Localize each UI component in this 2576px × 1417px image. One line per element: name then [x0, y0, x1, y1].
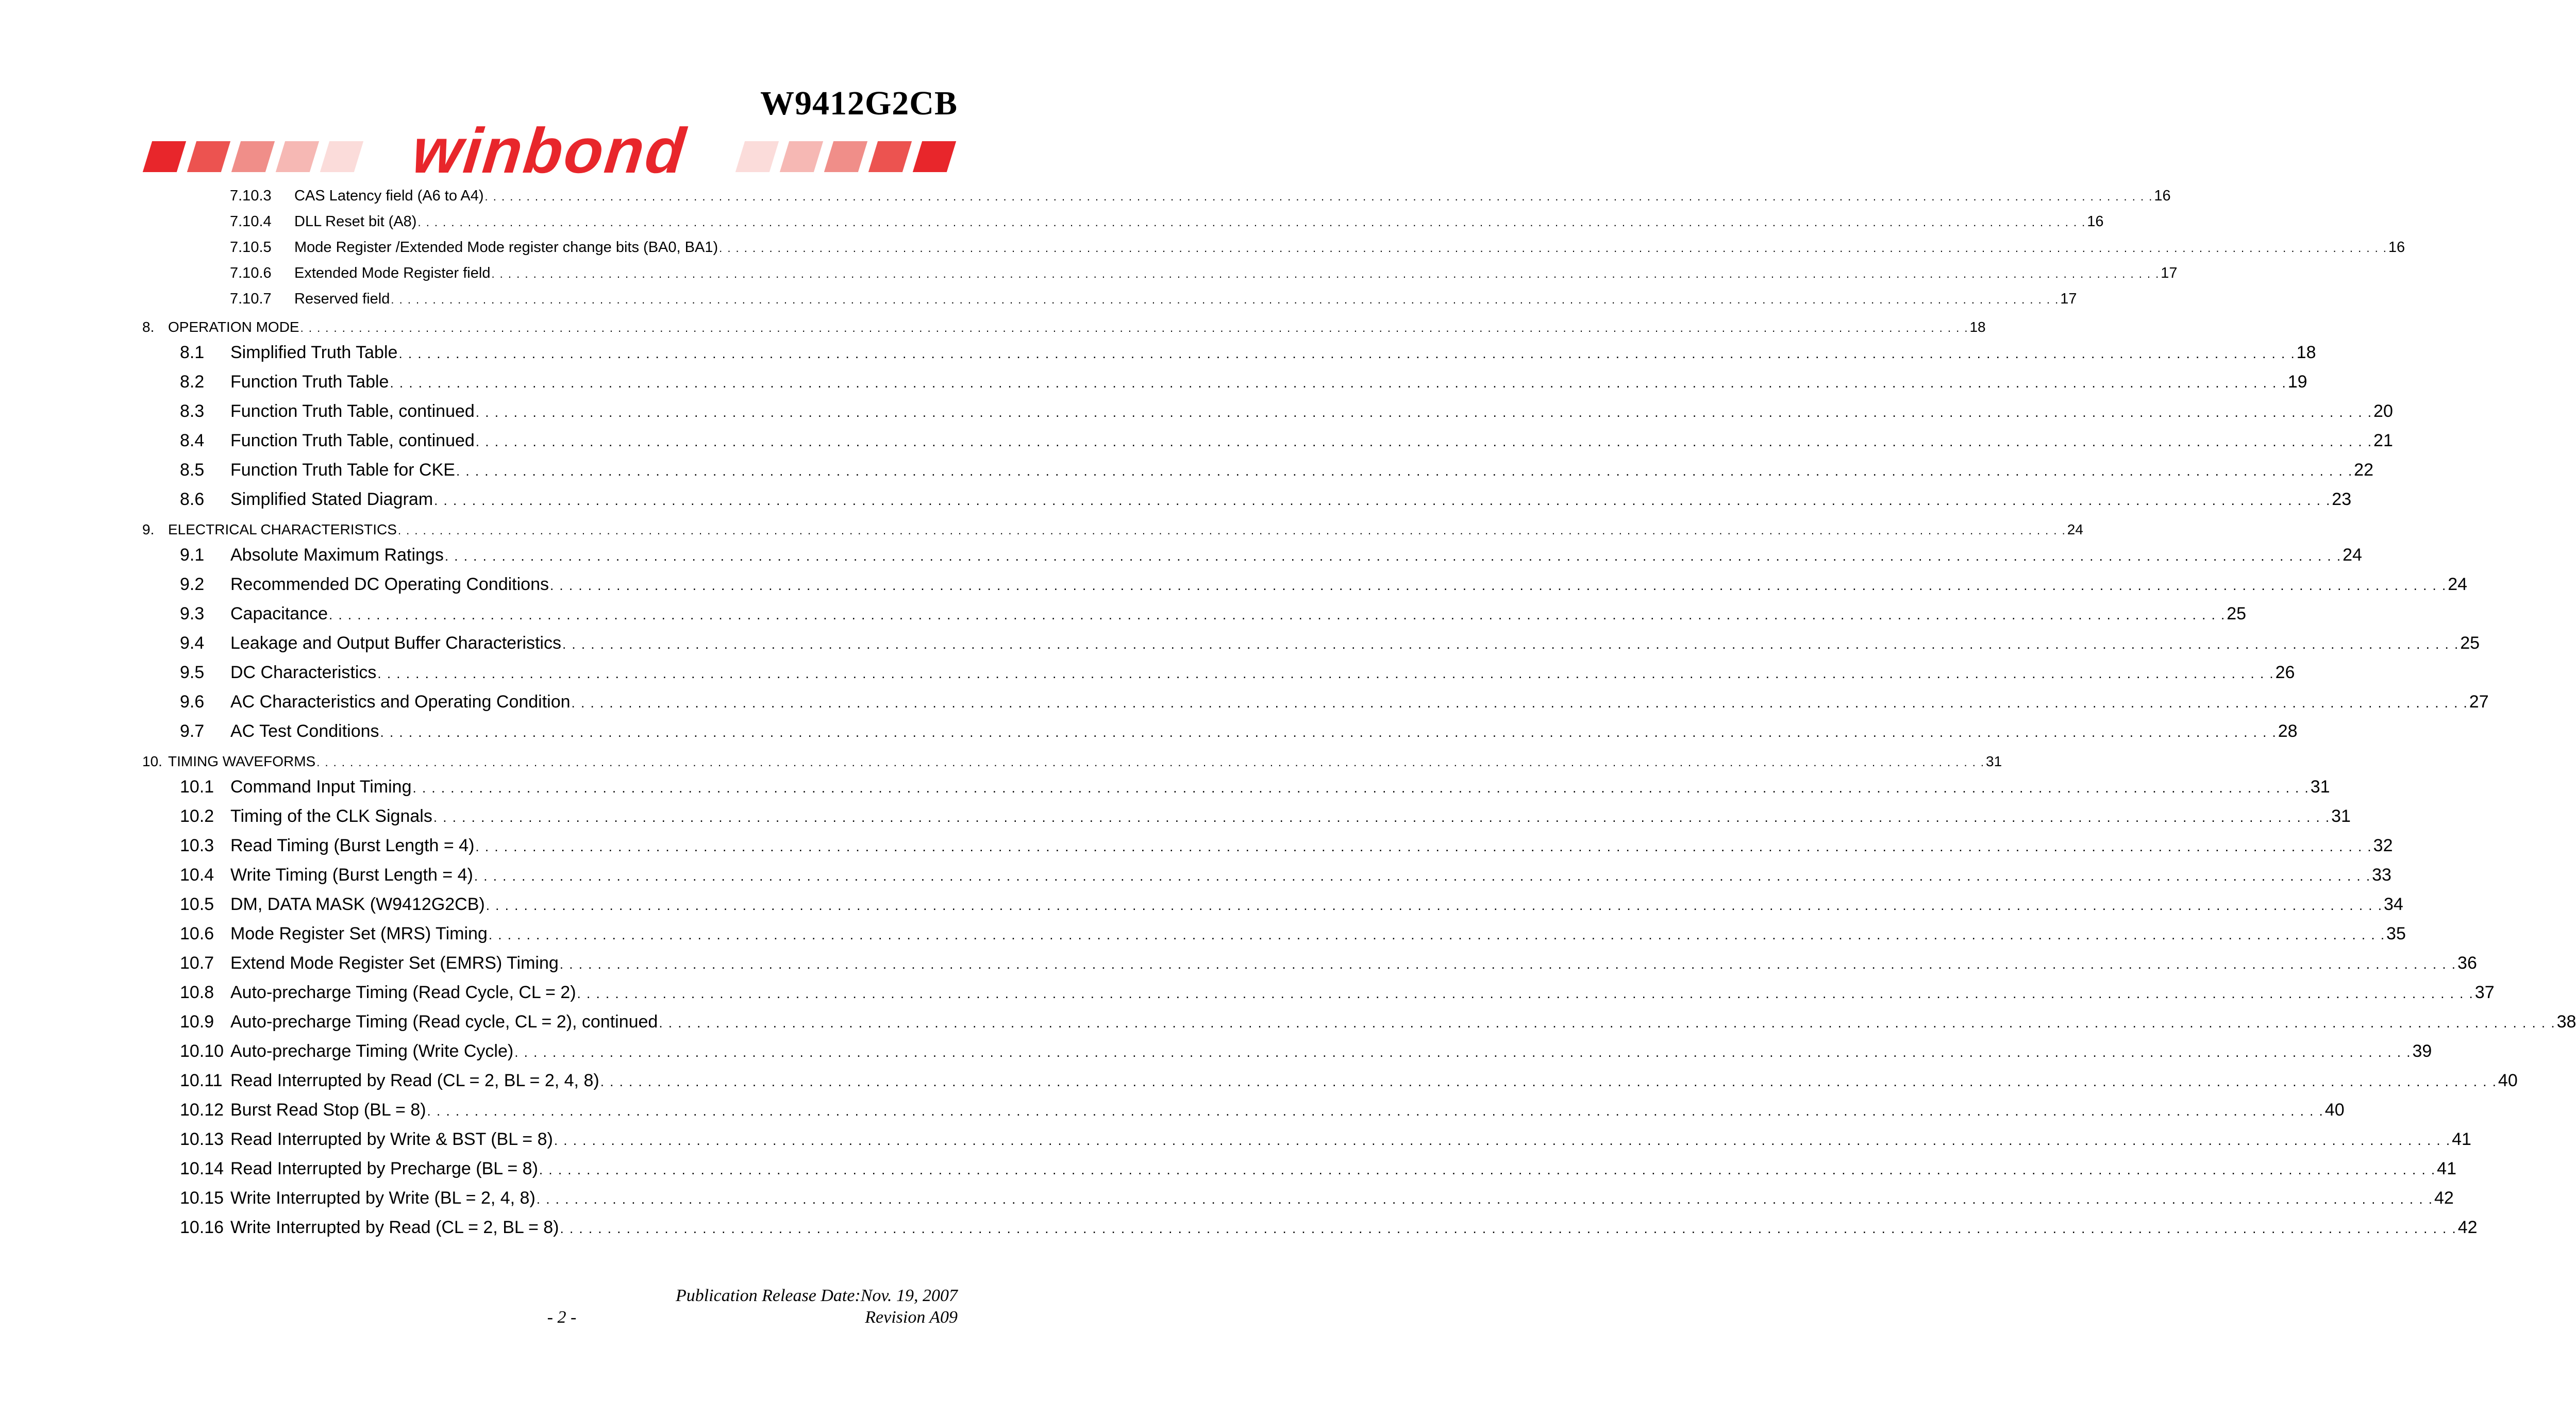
winbond-banner	[142, 115, 957, 187]
toc-entry-title: Auto-precharge Timing (Read Cycle, CL = 2)	[230, 983, 576, 1002]
toc-entry-title: Simplified Truth Table	[230, 343, 398, 362]
toc-entry-title: Extended Mode Register field	[294, 265, 491, 281]
toc-entry[interactable]	[142, 1071, 2518, 1100]
banner-stripe-right-2	[780, 141, 823, 172]
toc-entry[interactable]	[142, 806, 2351, 836]
toc-entry-page: 25	[2460, 633, 2480, 653]
toc-entry-number: 8.6	[180, 490, 205, 509]
toc-leader-dots: . . . . . . . . . . . . . . . . . . . . . . . . . . . . . . . . . . . . . . . . . . . . . . . . . . . . . . . . . . . . . . . . . . . . . . . . . . . . . . . . . . . . . . . . . . . . . . . . . . . . . . . . . . . . . . . . . . . . . . . . . . . . . . . . . . . . . . . . . . . . . . . . . . . . . . . . . . . . . . . . . . . . . . . . . . . . . . . . . . . . . . . . . . . . . . . . . . . . . . . .	[539, 1162, 2436, 1177]
toc-entry[interactable]	[142, 1218, 2478, 1247]
table-of-contents	[142, 188, 2576, 1247]
toc-entry-title: Absolute Maximum Ratings	[230, 545, 444, 565]
toc-entry-page: 42	[2457, 1218, 2478, 1237]
toc-entry-title: Burst Read Stop (BL = 8)	[230, 1100, 426, 1120]
toc-entry-title: Leakage and Output Buffer Characteristics	[230, 633, 561, 653]
winbond-logo: winbond	[409, 115, 690, 187]
toc-entry-number: 10.2	[180, 806, 214, 826]
toc-entry-number: 8.4	[180, 431, 205, 450]
toc-entry-page: 21	[2373, 431, 2393, 450]
toc-entry-page: 31	[2310, 777, 2330, 797]
toc-entry[interactable]	[142, 239, 2405, 265]
toc-entry-title: Reserved field	[294, 291, 390, 307]
toc-entry-page: 18	[1969, 319, 1986, 335]
toc-entry-page: 31	[2331, 806, 2351, 826]
toc-leader-dots: . . . . . . . . . . . . . . . . . . . . . . . . . . . . . . . . . . . . . . . . . . . . . . . . . . . . . . . . . . . . . . . . . . . . . . . . . . . . . . . . . . . . . . . . . . . . . . . . . . . . . . . . . . . . . . . . . . . . . . . . . . . . . . . . . . . . . . . . . . . . . . . . . . . . . . . . . . . . . . . . . . . . . . . . . . . . . . . . . . . . . . . . . . . . . . . . . . . . . . . .	[549, 578, 2447, 593]
toc-entry-number: 7.10.4	[230, 213, 272, 230]
toc-entry-number: 9.4	[180, 633, 205, 653]
banner-stripe-left-3	[231, 141, 275, 172]
toc-entry-number: 10.3	[180, 836, 214, 855]
toc-entry-page: 32	[2373, 836, 2393, 855]
toc-entry-number: 10.4	[180, 865, 214, 885]
toc-entry[interactable]	[142, 431, 2393, 460]
toc-entry[interactable]	[142, 1129, 2471, 1159]
toc-leader-dots: . . . . . . . . . . . . . . . . . . . . . . . . . . . . . . . . . . . . . . . . . . . . . . . . . . . . . . . . . . . . . . . . . . . . . . . . . . . . . . . . . . . . . . . . . . . . . . . . . . . . . . . . . . . . . . . . . . . . . . . . . . . . . . . . . . . . . . . . . . . . . . . . . . . . . . . . . . . . . . . . . . . . . . . . . . . . . . . . . . . . . . . . . . . . . . . . . . . . . . . .	[434, 493, 2331, 508]
toc-entry-title: Function Truth Table, continued	[230, 431, 475, 450]
toc-entry-page: 24	[2343, 545, 2362, 565]
toc-entry-title: Timing of the CLK Signals	[230, 806, 432, 826]
toc-leader-dots: . . . . . . . . . . . . . . . . . . . . . . . . . . . . . . . . . . . . . . . . . . . . . . . . . . . . . . . . . . . . . . . . . . . . . . . . . . . . . . . . . . . . . . . . . . . . . . . . . . . . . . . . . . . . . . . . . . . . . . . . . . . . . . . . . . . . . . . . . . . . . . . . . . . . . . . . . . . . . . . . . . . . . . . . . . . . . . . . . . . . . . . . . . . . . . . . . . . . . . . .	[300, 322, 1969, 334]
toc-entry-title: CAS Latency field (A6 to A4)	[294, 188, 484, 204]
toc-entry-page: 24	[2448, 575, 2468, 594]
toc-leader-dots: . . . . . . . . . . . . . . . . . . . . . . . . . . . . . . . . . . . . . . . . . . . . . . . . . . . . . . . . . . . . . . . . . . . . . . . . . . . . . . . . . . . . . . . . . . . . . . . . . . . . . . . . . . . . . . . . . . . . . . . . . . . . . . . . . . . . . . . . . . . . . . . . . . . . . . . . . . . . . . . . . . . . . . . . . . . . . . . . . . . . . . . . . . . . . . . . . . . . . . . .	[427, 1103, 2324, 1119]
toc-entry-number: 8.	[142, 319, 155, 335]
toc-entry-page: 20	[2373, 401, 2393, 421]
banner-stripe-left-5	[320, 141, 363, 172]
banner-stripe-right-4	[868, 141, 912, 172]
toc-leader-dots: . . . . . . . . . . . . . . . . . . . . . . . . . . . . . . . . . . . . . . . . . . . . . . . . . . . . . . . . . . . . . . . . . . . . . . . . . . . . . . . . . . . . . . . . . . . . . . . . . . . . . . . . . . . . . . . . . . . . . . . . . . . . . . . . . . . . . . . . . . . . . . . . . . . . . . . . . . . . . . . . . . . . . . . . . . . . . . . . . . . . . . . . . . . . . . . . . . . . . . . .	[577, 986, 2474, 1001]
toc-entry-page: 27	[2469, 692, 2489, 712]
toc-entry-page: 23	[2332, 490, 2352, 509]
toc-entry-number: 7.10.3	[230, 188, 272, 204]
toc-entry-number: 7.10.6	[230, 265, 272, 281]
toc-entry-title: Simplified Stated Diagram	[230, 490, 433, 509]
toc-entry-page: 40	[2324, 1100, 2345, 1120]
toc-entry-title: Function Truth Table, continued	[230, 401, 475, 421]
toc-entry[interactable]	[142, 1100, 2345, 1129]
toc-entry-page: 35	[2386, 924, 2406, 943]
toc-entry-page: 17	[2161, 265, 2178, 281]
toc-entry[interactable]	[142, 1188, 2454, 1218]
toc-entry-page: 16	[2154, 188, 2171, 204]
toc-entry-title: Recommended DC Operating Conditions	[230, 575, 549, 594]
toc-entry-page: 16	[2388, 239, 2405, 256]
toc-entry-number: 9.6	[180, 692, 205, 712]
toc-entry-page: 42	[2434, 1188, 2454, 1208]
toc-entry-page: 41	[2452, 1129, 2471, 1149]
toc-entry-number: 10.8	[180, 983, 214, 1002]
toc-entry-title: ELECTRICAL CHARACTERISTICS	[168, 521, 397, 537]
toc-entry-number: 8.5	[180, 460, 205, 480]
toc-entry[interactable]	[142, 721, 2298, 751]
toc-leader-dots: . . . . . . . . . . . . . . . . . . . . . . . . . . . . . . . . . . . . . . . . . . . . . . . . . . . . . . . . . . . . . . . . . . . . . . . . . . . . . . . . . . . . . . . . . . . . . . . . . . . . . . . . . . . . . . . . . . . . . . . . . . . . . . . . . . . . . . . . . . . . . . . . . . . . . . . . . . . . . . . . . . . . . . . . . . . . . . . . . . . . . . . . . . . . . . . . . . . . . . . .	[329, 607, 2226, 622]
toc-entry-number: 10.15	[180, 1188, 224, 1208]
toc-entry-number: 10.16	[180, 1218, 224, 1237]
banner-stripe-left-2	[187, 141, 230, 172]
toc-entry-page: 31	[1986, 753, 2002, 769]
toc-entry[interactable]	[142, 1041, 2432, 1071]
toc-entry[interactable]	[142, 490, 2352, 519]
toc-entry[interactable]	[142, 836, 2393, 865]
toc-entry-number: 9.1	[180, 545, 205, 565]
toc-entry-number: 7.10.7	[230, 291, 272, 307]
toc-entry-title: Capacitance	[230, 604, 328, 623]
toc-entry-page: 24	[2067, 521, 2083, 537]
banner-stripe-right-3	[824, 141, 867, 172]
toc-leader-dots: . . . . . . . . . . . . . . . . . . . . . . . . . . . . . . . . . . . . . . . . . . . . . . . . . . . . . . . . . . . . . . . . . . . . . . . . . . . . . . . . . . . . . . . . . . . . . . . . . . . . . . . . . . . . . . . . . . . . . . . . . . . . . . . . . . . . . . . . . . . . . . . . . . . . . . . . . . . . . . . . . . . . . . . . . . . . . . . . . . . . . . . . . . . . . . . . . . . . . . . .	[559, 956, 2457, 972]
toc-entry-title: Write Timing (Burst Length = 4)	[230, 865, 473, 885]
toc-entry[interactable]	[142, 692, 2489, 721]
toc-entry-number: 8.2	[180, 372, 205, 392]
toc-entry-number: 8.3	[180, 401, 205, 421]
toc-entry-number: 9.5	[180, 663, 205, 682]
toc-leader-dots: . . . . . . . . . . . . . . . . . . . . . . . . . . . . . . . . . . . . . . . . . . . . . . . . . . . . . . . . . . . . . . . . . . . . . . . . . . . . . . . . . . . . . . . . . . . . . . . . . . . . . . . . . . . . . . . . . . . . . . . . . . . . . . . . . . . . . . . . . . . . . . . . . . . . . . . . . . . . . . . . . . . . . . . . . . . . . . . . . . . . . . . . . . . . . . . . . . . . . . . .	[398, 346, 2296, 361]
toc-leader-dots: . . . . . . . . . . . . . . . . . . . . . . . . . . . . . . . . . . . . . . . . . . . . . . . . . . . . . . . . . . . . . . . . . . . . . . . . . . . . . . . . . . . . . . . . . . . . . . . . . . . . . . . . . . . . . . . . . . . . . . . . . . . . . . . . . . . . . . . . . . . . . . . . . . . . . . . . . . . . . . . . . . . . . . . . . . . . . . . . . . . . . . . . . . . . . . . . . . . . . . . .	[397, 524, 2066, 537]
toc-entry-title: Read Interrupted by Precharge (BL = 8)	[230, 1159, 538, 1178]
toc-entry[interactable]	[142, 372, 2307, 401]
toc-entry[interactable]	[142, 865, 2391, 895]
toc-entry[interactable]	[142, 753, 2002, 777]
toc-entry-page: 33	[2372, 865, 2391, 885]
toc-leader-dots: . . . . . . . . . . . . . . . . . . . . . . . . . . . . . . . . . . . . . . . . . . . . . . . . . . . . . . . . . . . . . . . . . . . . . . . . . . . . . . . . . . . . . . . . . . . . . . . . . . . . . . . . . . . . . . . . . . . . . . . . . . . . . . . . . . . . . . . . . . . . . . . . . . . . . . . . . . . . . . . . . . . . . . . . . . . . . . . . . . . . . . . . . . . . . . . . . . . . . . . .	[475, 434, 2373, 449]
toc-entry-title: Mode Register /Extended Mode register change bits (BA0, BA1)	[294, 239, 718, 256]
toc-entry-title: DLL Reset bit (A8)	[294, 213, 417, 230]
revision: Revision A09	[865, 1308, 958, 1327]
toc-entry-number: 7.10.5	[230, 239, 272, 256]
toc-entry-number: 10.10	[180, 1041, 224, 1061]
toc-leader-dots: . . . . . . . . . . . . . . . . . . . . . . . . . . . . . . . . . . . . . . . . . . . . . . . . . . . . . . . . . . . . . . . . . . . . . . . . . . . . . . . . . . . . . . . . . . . . . . . . . . . . . . . . . . . . . . . . . . . . . . . . . . . . . . . . . . . . . . . . . . . . . . . . . . . . . . . . . . . . . . . . . . . . . . . . . . . . . . . . . . . . . . . . . . . . . . . . . . . . . . . .	[475, 839, 2372, 854]
toc-entry-number: 10.6	[180, 924, 214, 943]
toc-entry-page: 36	[2457, 953, 2477, 973]
toc-entry-title: Mode Register Set (MRS) Timing	[230, 924, 488, 943]
toc-leader-dots: . . . . . . . . . . . . . . . . . . . . . . . . . . . . . . . . . . . . . . . . . . . . . . . . . . . . . . . . . . . . . . . . . . . . . . . . . . . . . . . . . . . . . . . . . . . . . . . . . . . . . . . . . . . . . . . . . . . . . . . . . . . . . . . . . . . . . . . . . . . . . . . . . . . . . . . . . . . . . . . . . . . . . . . . . . . . . . . . . . . . . . . . . . . . . . . . . . . . . . . .	[491, 267, 2160, 280]
toc-entry-page: 22	[2354, 460, 2373, 480]
toc-entry[interactable]	[142, 460, 2373, 490]
part-number: W9412G2CB	[760, 85, 958, 122]
toc-entry-page: 28	[2278, 721, 2298, 741]
toc-entry[interactable]	[142, 1012, 2576, 1041]
toc-entry[interactable]	[142, 924, 2406, 953]
toc-entry[interactable]	[142, 343, 2316, 372]
toc-entry-number: 9.2	[180, 575, 205, 594]
toc-entry[interactable]	[142, 521, 2083, 545]
toc-entry[interactable]	[142, 213, 2104, 239]
toc-entry[interactable]	[142, 188, 2171, 213]
toc-entry-page: 19	[2287, 372, 2307, 392]
toc-entry-title: Function Truth Table for CKE	[230, 460, 455, 480]
toc-entry[interactable]	[142, 319, 1986, 343]
toc-entry[interactable]	[142, 983, 2495, 1012]
toc-entry-page: 38	[2556, 1012, 2576, 1032]
toc-entry[interactable]	[142, 604, 2247, 633]
toc-leader-dots: . . . . . . . . . . . . . . . . . . . . . . . . . . . . . . . . . . . . . . . . . . . . . . . . . . . . . . . . . . . . . . . . . . . . . . . . . . . . . . . . . . . . . . . . . . . . . . . . . . . . . . . . . . . . . . . . . . . . . . . . . . . . . . . . . . . . . . . . . . . . . . . . . . . . . . . . . . . . . . . . . . . . . . . . . . . . . . . . . . . . . . . . . . . . . . . . . . . . . . . .	[456, 463, 2353, 479]
toc-entry-title: TIMING WAVEFORMS	[168, 753, 316, 769]
banner-stripe-right-1	[735, 141, 779, 172]
toc-leader-dots: . . . . . . . . . . . . . . . . . . . . . . . . . . . . . . . . . . . . . . . . . . . . . . . . . . . . . . . . . . . . . . . . . . . . . . . . . . . . . . . . . . . . . . . . . . . . . . . . . . . . . . . . . . . . . . . . . . . . . . . . . . . . . . . . . . . . . . . . . . . . . . . . . . . . . . . . . . . . . . . . . . . . . . . . . . . . . . . . . . . . . . . . . . . . . . . . . . . . . . . .	[377, 666, 2274, 681]
toc-entry-title: DM, DATA MASK (W9412G2CB)	[230, 895, 485, 914]
toc-leader-dots: . . . . . . . . . . . . . . . . . . . . . . . . . . . . . . . . . . . . . . . . . . . . . . . . . . . . . . . . . . . . . . . . . . . . . . . . . . . . . . . . . . . . . . . . . . . . . . . . . . . . . . . . . . . . . . . . . . . . . . . . . . . . . . . . . . . . . . . . . . . . . . . . . . . . . . . . . . . . . . . . . . . . . . . . . . . . . . . . . . . . . . . . . . . . . . . . . . . . . . . .	[391, 293, 2060, 306]
toc-entry[interactable]	[142, 633, 2480, 663]
toc-entry-title: Read Interrupted by Write & BST (BL = 8)	[230, 1129, 553, 1149]
toc-leader-dots: . . . . . . . . . . . . . . . . . . . . . . . . . . . . . . . . . . . . . . . . . . . . . . . . . . . . . . . . . . . . . . . . . . . . . . . . . . . . . . . . . . . . . . . . . . . . . . . . . . . . . . . . . . . . . . . . . . . . . . . . . . . . . . . . . . . . . . . . . . . . . . . . . . . . . . . . . . . . . . . . . . . . . . . . . . . . . . . . . . . . . . . . . . . . . . . . . . . . . . . .	[486, 898, 2383, 913]
toc-entry-page: 34	[2383, 895, 2403, 914]
toc-entry-title: Extend Mode Register Set (EMRS) Timing	[230, 953, 559, 973]
toc-entry-number: 10.11	[180, 1071, 223, 1090]
toc-entry-number: 10.9	[180, 1012, 214, 1032]
toc-entry-page: 37	[2474, 983, 2495, 1002]
toc-entry-page: 17	[2060, 291, 2077, 307]
toc-leader-dots: . . . . . . . . . . . . . . . . . . . . . . . . . . . . . . . . . . . . . . . . . . . . . . . . . . . . . . . . . . . . . . . . . . . . . . . . . . . . . . . . . . . . . . . . . . . . . . . . . . . . . . . . . . . . . . . . . . . . . . . . . . . . . . . . . . . . . . . . . . . . . . . . . . . . . . . . . . . . . . . . . . . . . . . . . . . . . . . . . . . . . . . . . . . . . . . . . . . . . . . .	[554, 1133, 2451, 1148]
toc-entry-title: Write Interrupted by Write (BL = 2, 4, 8)	[230, 1188, 536, 1208]
toc-entry-page: 16	[2087, 213, 2104, 230]
toc-leader-dots: . . . . . . . . . . . . . . . . . . . . . . . . . . . . . . . . . . . . . . . . . . . . . . . . . . . . . . . . . . . . . . . . . . . . . . . . . . . . . . . . . . . . . . . . . . . . . . . . . . . . . . . . . . . . . . . . . . . . . . . . . . . . . . . . . . . . . . . . . . . . . . . . . . . . . . . . . . . . . . . . . . . . . . . . . . . . . . . . . . . . . . . . . . . . . . . . . . . . . . . .	[433, 809, 2331, 825]
toc-leader-dots: . . . . . . . . . . . . . . . . . . . . . . . . . . . . . . . . . . . . . . . . . . . . . . . . . . . . . . . . . . . . . . . . . . . . . . . . . . . . . . . . . . . . . . . . . . . . . . . . . . . . . . . . . . . . . . . . . . . . . . . . . . . . . . . . . . . . . . . . . . . . . . . . . . . . . . . . . . . . . . . . . . . . . . . . . . . . . . . . . . . . . . . . . . . . . . . . . . . . . . . .	[536, 1191, 2434, 1207]
toc-entry[interactable]	[142, 1159, 2456, 1188]
banner-stripe-left-4	[276, 141, 319, 172]
toc-entry-title: AC Characteristics and Operating Condition	[230, 692, 571, 712]
toc-leader-dots: . . . . . . . . . . . . . . . . . . . . . . . . . . . . . . . . . . . . . . . . . . . . . . . . . . . . . . . . . . . . . . . . . . . . . . . . . . . . . . . . . . . . . . . . . . . . . . . . . . . . . . . . . . . . . . . . . . . . . . . . . . . . . . . . . . . . . . . . . . . . . . . . . . . . . . . . . . . . . . . . . . . . . . . . . . . . . . . . . . . . . . . . . . . . . . . . . . . . . . . .	[380, 724, 2277, 740]
toc-entry-title: OPERATION MODE	[168, 319, 299, 335]
toc-entry[interactable]	[142, 291, 2077, 316]
toc-entry-number: 10.12	[180, 1100, 224, 1120]
toc-entry[interactable]	[142, 953, 2477, 983]
toc-entry-title: AC Test Conditions	[230, 721, 379, 741]
toc-entry-page: 25	[2227, 604, 2247, 623]
toc-entry-number: 9.3	[180, 604, 205, 623]
toc-leader-dots: . . . . . . . . . . . . . . . . . . . . . . . . . . . . . . . . . . . . . . . . . . . . . . . . . . . . . . . . . . . . . . . . . . . . . . . . . . . . . . . . . . . . . . . . . . . . . . . . . . . . . . . . . . . . . . . . . . . . . . . . . . . . . . . . . . . . . . . . . . . . . . . . . . . . . . . . . . . . . . . . . . . . . . . . . . . . . . . . . . . . . . . . . . . . . . . . . . . . . . . .	[390, 375, 2287, 391]
toc-entry[interactable]	[142, 895, 2403, 924]
toc-entry[interactable]	[142, 575, 2468, 604]
toc-entry-number: 10.	[142, 753, 162, 769]
toc-entry-title: Read Timing (Burst Length = 4)	[230, 836, 475, 855]
toc-entry-title: Write Interrupted by Read (CL = 2, BL = 8)	[230, 1218, 559, 1237]
toc-entry-page: 40	[2498, 1071, 2518, 1090]
page-number: - 2 -	[547, 1308, 577, 1327]
toc-entry-number: 10.7	[180, 953, 214, 973]
toc-leader-dots: . . . . . . . . . . . . . . . . . . . . . . . . . . . . . . . . . . . . . . . . . . . . . . . . . . . . . . . . . . . . . . . . . . . . . . . . . . . . . . . . . . . . . . . . . . . . . . . . . . . . . . . . . . . . . . . . . . . . . . . . . . . . . . . . . . . . . . . . . . . . . . . . . . . . . . . . . . . . . . . . . . . . . . . . . . . . . . . . . . . . . . . . . . . . . . . . . . . . . . . .	[316, 756, 1985, 769]
toc-leader-dots: . . . . . . . . . . . . . . . . . . . . . . . . . . . . . . . . . . . . . . . . . . . . . . . . . . . . . . . . . . . . . . . . . . . . . . . . . . . . . . . . . . . . . . . . . . . . . . . . . . . . . . . . . . . . . . . . . . . . . . . . . . . . . . . . . . . . . . . . . . . . . . . . . . . . . . . . . . . . . . . . . . . . . . . . . . . . . . . . . . . . . . . . . . . . . . . . . . . . . . . .	[719, 242, 2387, 255]
toc-entry-number: 9.7	[180, 721, 205, 741]
toc-entry-number: 10.1	[180, 777, 214, 797]
toc-entry[interactable]	[142, 777, 2330, 806]
toc-leader-dots: . . . . . . . . . . . . . . . . . . . . . . . . . . . . . . . . . . . . . . . . . . . . . . . . . . . . . . . . . . . . . . . . . . . . . . . . . . . . . . . . . . . . . . . . . . . . . . . . . . . . . . . . . . . . . . . . . . . . . . . . . . . . . . . . . . . . . . . . . . . . . . . . . . . . . . . . . . . . . . . . . . . . . . . . . . . . . . . . . . . . . . . . . . . . . . . . . . . . . . . .	[659, 1015, 2556, 1031]
toc-entry[interactable]	[142, 545, 2362, 575]
toc-entry-title: Auto-precharge Timing (Read cycle, CL = 2), continued	[230, 1012, 658, 1032]
toc-entry-page: 26	[2275, 663, 2295, 682]
toc-entry-page: 41	[2437, 1159, 2456, 1178]
toc-entry-number: 10.13	[180, 1129, 224, 1149]
toc-leader-dots: . . . . . . . . . . . . . . . . . . . . . . . . . . . . . . . . . . . . . . . . . . . . . . . . . . . . . . . . . . . . . . . . . . . . . . . . . . . . . . . . . . . . . . . . . . . . . . . . . . . . . . . . . . . . . . . . . . . . . . . . . . . . . . . . . . . . . . . . . . . . . . . . . . . . . . . . . . . . . . . . . . . . . . . . . . . . . . . . . . . . . . . . . . . . . . . . . . . . . . . .	[514, 1044, 2412, 1060]
toc-leader-dots: . . . . . . . . . . . . . . . . . . . . . . . . . . . . . . . . . . . . . . . . . . . . . . . . . . . . . . . . . . . . . . . . . . . . . . . . . . . . . . . . . . . . . . . . . . . . . . . . . . . . . . . . . . . . . . . . . . . . . . . . . . . . . . . . . . . . . . . . . . . . . . . . . . . . . . . . . . . . . . . . . . . . . . . . . . . . . . . . . . . . . . . . . . . . . . . . . . . . . . . .	[417, 216, 2086, 229]
toc-entry-number: 10.5	[180, 895, 214, 914]
toc-leader-dots: . . . . . . . . . . . . . . . . . . . . . . . . . . . . . . . . . . . . . . . . . . . . . . . . . . . . . . . . . . . . . . . . . . . . . . . . . . . . . . . . . . . . . . . . . . . . . . . . . . . . . . . . . . . . . . . . . . . . . . . . . . . . . . . . . . . . . . . . . . . . . . . . . . . . . . . . . . . . . . . . . . . . . . . . . . . . . . . . . . . . . . . . . . . . . . . . . . . . . . . .	[444, 548, 2342, 564]
toc-entry-page: 39	[2412, 1041, 2432, 1061]
toc-entry-number: 9.	[142, 521, 155, 537]
toc-leader-dots: . . . . . . . . . . . . . . . . . . . . . . . . . . . . . . . . . . . . . . . . . . . . . . . . . . . . . . . . . . . . . . . . . . . . . . . . . . . . . . . . . . . . . . . . . . . . . . . . . . . . . . . . . . . . . . . . . . . . . . . . . . . . . . . . . . . . . . . . . . . . . . . . . . . . . . . . . . . . . . . . . . . . . . . . . . . . . . . . . . . . . . . . . . . . . . . . . . . . . . . .	[484, 190, 2153, 203]
toc-leader-dots: . . . . . . . . . . . . . . . . . . . . . . . . . . . . . . . . . . . . . . . . . . . . . . . . . . . . . . . . . . . . . . . . . . . . . . . . . . . . . . . . . . . . . . . . . . . . . . . . . . . . . . . . . . . . . . . . . . . . . . . . . . . . . . . . . . . . . . . . . . . . . . . . . . . . . . . . . . . . . . . . . . . . . . . . . . . . . . . . . . . . . . . . . . . . . . . . . . . . . . . .	[560, 1221, 2457, 1236]
toc-leader-dots: . . . . . . . . . . . . . . . . . . . . . . . . . . . . . . . . . . . . . . . . . . . . . . . . . . . . . . . . . . . . . . . . . . . . . . . . . . . . . . . . . . . . . . . . . . . . . . . . . . . . . . . . . . . . . . . . . . . . . . . . . . . . . . . . . . . . . . . . . . . . . . . . . . . . . . . . . . . . . . . . . . . . . . . . . . . . . . . . . . . . . . . . . . . . . . . . . . . . . . . .	[474, 868, 2371, 884]
toc-leader-dots: . . . . . . . . . . . . . . . . . . . . . . . . . . . . . . . . . . . . . . . . . . . . . . . . . . . . . . . . . . . . . . . . . . . . . . . . . . . . . . . . . . . . . . . . . . . . . . . . . . . . . . . . . . . . . . . . . . . . . . . . . . . . . . . . . . . . . . . . . . . . . . . . . . . . . . . . . . . . . . . . . . . . . . . . . . . . . . . . . . . . . . . . . . . . . . . . . . . . . . . .	[600, 1074, 2497, 1089]
toc-entry[interactable]	[142, 401, 2393, 431]
toc-leader-dots: . . . . . . . . . . . . . . . . . . . . . . . . . . . . . . . . . . . . . . . . . . . . . . . . . . . . . . . . . . . . . . . . . . . . . . . . . . . . . . . . . . . . . . . . . . . . . . . . . . . . . . . . . . . . . . . . . . . . . . . . . . . . . . . . . . . . . . . . . . . . . . . . . . . . . . . . . . . . . . . . . . . . . . . . . . . . . . . . . . . . . . . . . . . . . . . . . . . . . . . .	[571, 695, 2468, 711]
publication-release-date: Publication Release Date:Nov. 19, 2007	[675, 1286, 958, 1305]
toc-entry-title: DC Characteristics	[230, 663, 377, 682]
toc-entry-page: 18	[2296, 343, 2316, 362]
toc-entry[interactable]	[142, 265, 2178, 291]
toc-leader-dots: . . . . . . . . . . . . . . . . . . . . . . . . . . . . . . . . . . . . . . . . . . . . . . . . . . . . . . . . . . . . . . . . . . . . . . . . . . . . . . . . . . . . . . . . . . . . . . . . . . . . . . . . . . . . . . . . . . . . . . . . . . . . . . . . . . . . . . . . . . . . . . . . . . . . . . . . . . . . . . . . . . . . . . . . . . . . . . . . . . . . . . . . . . . . . . . . . . . . . . . .	[412, 780, 2310, 796]
banner-stripe-right-5	[913, 141, 956, 172]
toc-entry[interactable]	[142, 663, 2295, 692]
toc-entry-title: Read Interrupted by Read (CL = 2, BL = 2, 4, 8)	[230, 1071, 599, 1090]
toc-entry-number: 10.14	[180, 1159, 224, 1178]
toc-leader-dots: . . . . . . . . . . . . . . . . . . . . . . . . . . . . . . . . . . . . . . . . . . . . . . . . . . . . . . . . . . . . . . . . . . . . . . . . . . . . . . . . . . . . . . . . . . . . . . . . . . . . . . . . . . . . . . . . . . . . . . . . . . . . . . . . . . . . . . . . . . . . . . . . . . . . . . . . . . . . . . . . . . . . . . . . . . . . . . . . . . . . . . . . . . . . . . . . . . . . . . . .	[488, 927, 2386, 942]
toc-leader-dots: . . . . . . . . . . . . . . . . . . . . . . . . . . . . . . . . . . . . . . . . . . . . . . . . . . . . . . . . . . . . . . . . . . . . . . . . . . . . . . . . . . . . . . . . . . . . . . . . . . . . . . . . . . . . . . . . . . . . . . . . . . . . . . . . . . . . . . . . . . . . . . . . . . . . . . . . . . . . . . . . . . . . . . . . . . . . . . . . . . . . . . . . . . . . . . . . . . . . . . . .	[562, 636, 2460, 652]
toc-entry-title: Auto-precharge Timing (Write Cycle)	[230, 1041, 514, 1061]
toc-entry-title: Function Truth Table	[230, 372, 389, 392]
toc-entry-title: Command Input Timing	[230, 777, 412, 797]
toc-entry-number: 8.1	[180, 343, 205, 362]
banner-stripe-left-1	[143, 141, 186, 172]
toc-leader-dots: . . . . . . . . . . . . . . . . . . . . . . . . . . . . . . . . . . . . . . . . . . . . . . . . . . . . . . . . . . . . . . . . . . . . . . . . . . . . . . . . . . . . . . . . . . . . . . . . . . . . . . . . . . . . . . . . . . . . . . . . . . . . . . . . . . . . . . . . . . . . . . . . . . . . . . . . . . . . . . . . . . . . . . . . . . . . . . . . . . . . . . . . . . . . . . . . . . . . . . . .	[475, 404, 2373, 420]
